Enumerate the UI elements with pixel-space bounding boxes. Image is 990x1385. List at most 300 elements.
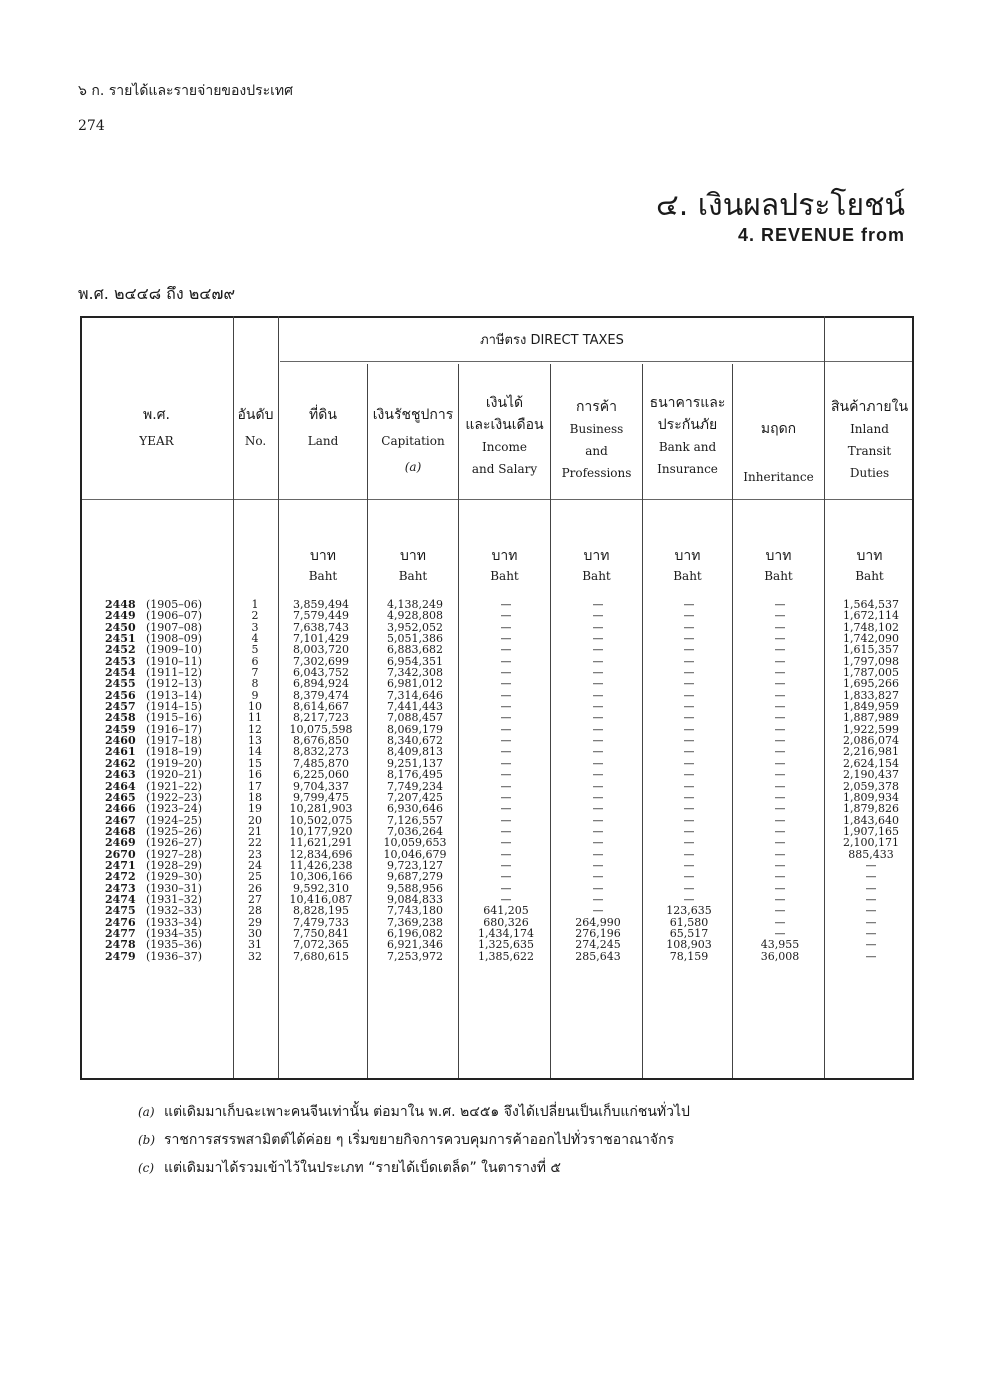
income-value: — (500, 643, 512, 657)
year-be: 2467 (105, 813, 136, 827)
income-value: — (500, 790, 512, 804)
transit-value: 1,695,266 (843, 677, 899, 691)
business-value: — (592, 813, 604, 827)
year-ad: (1917–18) (146, 734, 203, 748)
business-value: — (592, 654, 604, 668)
bank-value: — (683, 790, 695, 804)
inheritance-value: — (774, 688, 786, 702)
table-row (80, 883, 914, 894)
business-value: 264,990 (575, 915, 621, 929)
year-be: 2460 (105, 734, 136, 748)
income-value: — (500, 722, 512, 736)
footnote: (a) แต่เดิมมาเก็บฉะเพาะคนจีนเท่านั้น ต่อมาใน พ.ศ. ๒๔๕๑ จึงได้เปลี่ยนเป็นเก็บแก่ชนทั่วไป (138, 1104, 690, 1120)
year-ad: (1910–11) (146, 654, 203, 668)
income-value: 1,385,622 (478, 949, 534, 963)
land-value: 7,638,743 (293, 620, 349, 634)
capitation-value: 6,921,346 (387, 938, 443, 952)
year-be: 2468 (105, 824, 136, 838)
bank-value: — (683, 643, 695, 657)
table-row (80, 849, 914, 860)
business-value: — (592, 643, 604, 657)
table-row (80, 803, 914, 814)
business-value: — (592, 904, 604, 918)
land-value: 10,177,920 (289, 824, 353, 838)
row-number: 10 (248, 700, 262, 714)
row-number: 12 (248, 722, 262, 736)
inheritance-value: — (774, 677, 786, 691)
bank-value: 123,635 (666, 904, 712, 918)
land-value: 9,704,337 (293, 779, 349, 793)
business-value: — (592, 881, 604, 895)
capitation-value: 9,251,137 (387, 756, 443, 770)
transit-value: 2,190,437 (843, 768, 899, 782)
unit-inheritance: บาท Baht (764, 548, 793, 583)
bank-value: — (683, 836, 695, 850)
capitation-value: 10,046,679 (383, 847, 447, 861)
page-number: 274 (78, 118, 105, 134)
inheritance-value: — (774, 881, 786, 895)
business-value: — (592, 620, 604, 634)
income-value: — (500, 858, 512, 872)
transit-value: — (865, 858, 877, 872)
row-number: 6 (251, 654, 259, 668)
land-value: 11,426,238 (289, 858, 353, 872)
bank-value: — (683, 700, 695, 714)
bank-value: — (683, 858, 695, 872)
transit-value: 1,843,640 (843, 813, 899, 827)
unit-income: บาท Baht (490, 548, 519, 583)
business-value: — (592, 632, 604, 646)
transit-value: — (865, 949, 877, 963)
capitation-value: 7,036,264 (387, 824, 443, 838)
col-header-transit: สินค้าภายใน Inland Transit Duties (830, 399, 909, 480)
row-number: 21 (248, 824, 262, 838)
year-ad: (1921–22) (146, 779, 203, 793)
capitation-value: 6,954,351 (387, 654, 443, 668)
year-be: 2452 (105, 643, 136, 657)
table-row (80, 905, 914, 916)
inheritance-value: — (774, 643, 786, 657)
row-number: 30 (248, 926, 262, 940)
capitation-value: 8,340,672 (387, 734, 443, 748)
business-value: — (592, 858, 604, 872)
year-ad: (1918–19) (146, 745, 203, 759)
income-value: 1,434,174 (478, 926, 534, 940)
land-value: 9,799,475 (293, 790, 349, 804)
year-ad: (1933–34) (146, 915, 203, 929)
bank-value: — (683, 768, 695, 782)
capitation-value: 9,084,833 (387, 892, 443, 906)
year-ad: (1926–27) (146, 836, 203, 850)
row-number: 19 (248, 802, 262, 816)
table-body (80, 599, 914, 962)
income-value: — (500, 688, 512, 702)
year-be: 2472 (105, 870, 136, 884)
footnote: (b) ราชการสรรพสามิตต์ได้ค่อย ๆ เริ่มขยายกิจการควบคุมการค้าออกไปทั่วราชอาณาจักร (138, 1132, 675, 1148)
year-ad: (1906–07) (146, 609, 203, 623)
year-be: 2448 (105, 598, 136, 611)
table-row (80, 826, 914, 837)
bank-value: — (683, 756, 695, 770)
inheritance-value: — (774, 666, 786, 680)
land-value: 7,072,365 (293, 938, 349, 952)
inheritance-value: — (774, 915, 786, 929)
year-be: 2453 (105, 654, 136, 668)
inheritance-value: — (774, 858, 786, 872)
land-value: 8,217,723 (293, 711, 349, 725)
year-be: 2466 (105, 802, 136, 816)
inheritance-value: — (774, 711, 786, 725)
year-ad: (1931–32) (146, 892, 203, 906)
year-be: 2457 (105, 700, 136, 714)
income-value: — (500, 881, 512, 895)
inheritance-value: — (774, 904, 786, 918)
land-value: 10,281,903 (289, 802, 353, 816)
business-value: — (592, 666, 604, 680)
business-value: — (592, 745, 604, 759)
table-row (80, 769, 914, 780)
bank-value: — (683, 847, 695, 861)
transit-value: 2,216,981 (843, 745, 899, 759)
bank-value: — (683, 677, 695, 691)
row-number: 15 (248, 756, 262, 770)
col-header-year: พ.ศ. YEAR (139, 407, 174, 448)
bank-value: — (683, 892, 695, 906)
inheritance-value: — (774, 779, 786, 793)
transit-value: 2,059,378 (843, 779, 899, 793)
footnote: (c) แต่เดิมมาได้รวมเข้าไว้ในประเภท “รายได้เบ็ดเตล็ด” ในตารางที่ ๕ (138, 1160, 562, 1176)
row-number: 5 (251, 643, 259, 657)
land-value: 7,485,870 (293, 756, 349, 770)
year-ad: (1907–08) (146, 620, 203, 634)
bank-value: — (683, 666, 695, 680)
table-row (80, 690, 914, 701)
bank-value: — (683, 654, 695, 668)
transit-value: 1,797,098 (843, 654, 899, 668)
col-header-business: การค้า Business and Professions (561, 399, 632, 480)
land-value: 8,614,667 (293, 700, 349, 714)
row-number: 27 (248, 892, 262, 906)
business-value: 274,245 (575, 938, 621, 952)
income-value: — (500, 836, 512, 850)
land-value: 8,676,850 (293, 734, 349, 748)
land-value: 7,479,733 (293, 915, 349, 929)
land-value: 8,828,195 (293, 904, 349, 918)
inheritance-value: — (774, 632, 786, 646)
land-value: 6,894,924 (293, 677, 349, 691)
business-value: — (592, 711, 604, 725)
year-be: 2477 (105, 926, 136, 940)
capitation-value: 9,687,279 (387, 870, 443, 884)
land-value: 11,621,291 (289, 836, 353, 850)
table-title-thai: ๔. เงินผลประโยชน์ (656, 188, 905, 223)
year-be: 2464 (105, 779, 136, 793)
land-value: 7,680,615 (293, 949, 349, 963)
year-ad: (1919–20) (146, 756, 203, 770)
business-value: — (592, 870, 604, 884)
capitation-value: 7,207,425 (387, 790, 443, 804)
bank-value: — (683, 609, 695, 623)
row-number: 17 (248, 779, 262, 793)
business-value: — (592, 824, 604, 838)
capitation-value: 7,126,557 (387, 813, 443, 827)
transit-value: 1,849,959 (843, 700, 899, 714)
table-title-english: 4. REVENUE from (737, 225, 905, 245)
business-value: — (592, 700, 604, 714)
transit-value: 1,833,827 (843, 688, 899, 702)
year-ad: (1905–06) (146, 598, 203, 611)
business-value: 285,643 (575, 949, 621, 963)
land-value: 6,043,752 (293, 666, 349, 680)
year-be: 2469 (105, 836, 136, 850)
col-header-no: อันดับ No. (237, 407, 274, 448)
business-value: — (592, 790, 604, 804)
land-value: 10,502,075 (289, 813, 353, 827)
row-number: 14 (248, 745, 262, 759)
row-number: 11 (248, 711, 262, 725)
inheritance-value: — (774, 847, 786, 861)
land-value: 7,579,449 (293, 609, 349, 623)
row-number: 16 (248, 768, 262, 782)
capitation-value: 6,883,682 (387, 643, 443, 657)
table-row (80, 746, 914, 757)
inheritance-value: — (774, 802, 786, 816)
capitation-value: 8,069,179 (387, 722, 443, 736)
capitation-value: 7,749,234 (387, 779, 443, 793)
table-row (80, 633, 914, 644)
year-be: 2479 (105, 949, 136, 963)
year-ad: (1923–24) (146, 802, 203, 816)
unit-transit: บาท Baht (855, 548, 884, 583)
business-value: — (592, 779, 604, 793)
inheritance-value: — (774, 654, 786, 668)
income-value: — (500, 700, 512, 714)
bank-value: — (683, 779, 695, 793)
transit-value: 1,615,357 (843, 643, 899, 657)
row-number: 2 (251, 609, 259, 623)
business-value: — (592, 688, 604, 702)
inheritance-value: 36,008 (760, 949, 800, 963)
business-value: 276,196 (575, 926, 621, 940)
business-value: — (592, 836, 604, 850)
capitation-value: 8,176,495 (387, 768, 443, 782)
transit-value: 885,433 (848, 847, 894, 861)
table-row (80, 644, 914, 655)
capitation-value: 7,743,180 (387, 904, 443, 918)
table-row (80, 792, 914, 803)
transit-value: 1,887,989 (843, 711, 899, 725)
land-value: 7,302,699 (293, 654, 349, 668)
capitation-value: 7,342,308 (387, 666, 443, 680)
table-row (80, 678, 914, 689)
year-be: 2474 (105, 892, 136, 906)
year-be: 2478 (105, 938, 136, 952)
year-ad: (1935–36) (146, 938, 203, 952)
year-be: 2463 (105, 768, 136, 782)
inheritance-value: — (774, 620, 786, 634)
table-row (80, 860, 914, 871)
year-ad: (1936–37) (146, 949, 203, 963)
transit-value: 1,564,537 (843, 598, 899, 611)
bank-value: — (683, 688, 695, 702)
business-value: — (592, 598, 604, 611)
year-be: 2473 (105, 881, 136, 895)
transit-value: 2,086,074 (843, 734, 899, 748)
inheritance-value: — (774, 892, 786, 906)
income-value: 1,325,635 (478, 938, 534, 952)
land-value: 8,379,474 (293, 688, 349, 702)
income-value: — (500, 870, 512, 884)
land-value: 9,592,310 (293, 881, 349, 895)
land-value: 7,750,841 (293, 926, 349, 940)
land-value: 3,859,494 (293, 598, 349, 611)
table-row (80, 667, 914, 678)
row-number: 20 (248, 813, 262, 827)
transit-value: 1,787,005 (843, 666, 899, 680)
year-ad: (1930–31) (146, 881, 203, 895)
transit-value: — (865, 904, 877, 918)
col-header-inheritance: มฤดก Inheritance (743, 421, 814, 484)
col-header-land: ที่ดิน Land (307, 407, 339, 448)
table-row (80, 815, 914, 826)
table-row (80, 758, 914, 769)
business-value: — (592, 892, 604, 906)
year-be: 2459 (105, 722, 136, 736)
capitation-value: 7,369,238 (387, 915, 443, 929)
table-row (80, 599, 914, 610)
income-value: — (500, 824, 512, 838)
year-ad: (1922–23) (146, 790, 203, 804)
inheritance-value: — (774, 756, 786, 770)
land-value: 10,075,598 (289, 722, 353, 736)
bank-value: — (683, 620, 695, 634)
header-bottom-rule (80, 499, 914, 500)
transit-value: 2,100,171 (843, 836, 899, 850)
row-number: 9 (251, 688, 259, 702)
land-value: 8,832,273 (293, 745, 349, 759)
business-value: — (592, 756, 604, 770)
land-value: 10,416,087 (289, 892, 353, 906)
capitation-value: 9,723,127 (387, 858, 443, 872)
year-be: 2461 (105, 745, 136, 759)
row-number: 23 (248, 847, 262, 861)
land-value: 6,225,060 (293, 768, 349, 782)
bank-value: — (683, 813, 695, 827)
year-be: 2465 (105, 790, 136, 804)
row-number: 29 (248, 915, 262, 929)
income-value: — (500, 768, 512, 782)
income-value: — (500, 711, 512, 725)
table-row (80, 735, 914, 746)
income-value: — (500, 892, 512, 906)
unit-land: บาท Baht (308, 548, 338, 583)
land-value: 7,101,429 (293, 632, 349, 646)
table-row (80, 939, 914, 950)
year-ad: (1911–12) (146, 666, 203, 680)
transit-value: — (865, 881, 877, 895)
business-value: — (592, 768, 604, 782)
inheritance-value: 43,955 (760, 938, 800, 952)
income-value: — (500, 734, 512, 748)
transit-value: — (865, 870, 877, 884)
section-header: ๖ ก. รายได้และรายจ่ายของประเทศ (78, 83, 294, 99)
year-ad: (1928–29) (146, 858, 203, 872)
year-be: 2476 (105, 915, 136, 929)
capitation-value: 7,253,972 (387, 949, 443, 963)
table-row (80, 871, 914, 882)
transit-value: — (865, 892, 877, 906)
bank-value: — (683, 802, 695, 816)
income-value: — (500, 609, 512, 623)
year-ad: (1932–33) (146, 904, 203, 918)
table-row (80, 610, 914, 621)
capitation-value: 6,930,646 (387, 802, 443, 816)
year-be: 2475 (105, 904, 136, 918)
income-value: — (500, 745, 512, 759)
capitation-value: 6,981,012 (387, 677, 443, 691)
year-ad: (1908–09) (146, 632, 203, 646)
year-be: 2670 (105, 847, 136, 861)
bank-value: — (683, 881, 695, 895)
bank-value: — (683, 632, 695, 646)
year-ad: (1934–35) (146, 926, 203, 940)
row-number: 25 (248, 870, 262, 884)
table-row (80, 781, 914, 792)
table-row (80, 837, 914, 848)
inheritance-value: — (774, 609, 786, 623)
row-number: 13 (248, 734, 262, 748)
income-value: 641,205 (483, 904, 529, 918)
row-number: 31 (248, 938, 262, 952)
inheritance-value: — (774, 790, 786, 804)
income-value: — (500, 654, 512, 668)
bank-value: — (683, 870, 695, 884)
capitation-value: 4,138,249 (387, 598, 443, 611)
land-value: 12,834,696 (289, 847, 353, 861)
inheritance-value: — (774, 836, 786, 850)
transit-value: 1,672,114 (843, 609, 899, 623)
land-value: 10,306,166 (289, 870, 353, 884)
row-number: 28 (248, 904, 262, 918)
bank-value: — (683, 745, 695, 759)
business-value: — (592, 722, 604, 736)
unit-capitation: บาท Baht (398, 548, 428, 583)
table-row (80, 712, 914, 723)
table-row (80, 622, 914, 633)
year-ad: (1915–16) (146, 711, 203, 725)
footnotes (138, 1098, 690, 1182)
capitation-value: 9,588,956 (387, 881, 443, 895)
income-value: — (500, 802, 512, 816)
year-ad: (1924–25) (146, 813, 203, 827)
land-value: 8,003,720 (293, 643, 349, 657)
capitation-value: 5,051,386 (387, 632, 443, 646)
income-value: — (500, 666, 512, 680)
inheritance-value: — (774, 745, 786, 759)
capitation-value: 4,928,808 (387, 609, 443, 623)
income-value: — (500, 632, 512, 646)
transit-value: — (865, 926, 877, 940)
year-be: 2450 (105, 620, 136, 634)
transit-value: 2,624,154 (843, 756, 899, 770)
year-be: 2458 (105, 711, 136, 725)
year-be: 2451 (105, 632, 136, 646)
inheritance-value: — (774, 824, 786, 838)
year-ad: (1916–17) (146, 722, 203, 736)
year-ad: (1914–15) (146, 700, 203, 714)
transit-value: — (865, 915, 877, 929)
bank-value: — (683, 598, 695, 611)
